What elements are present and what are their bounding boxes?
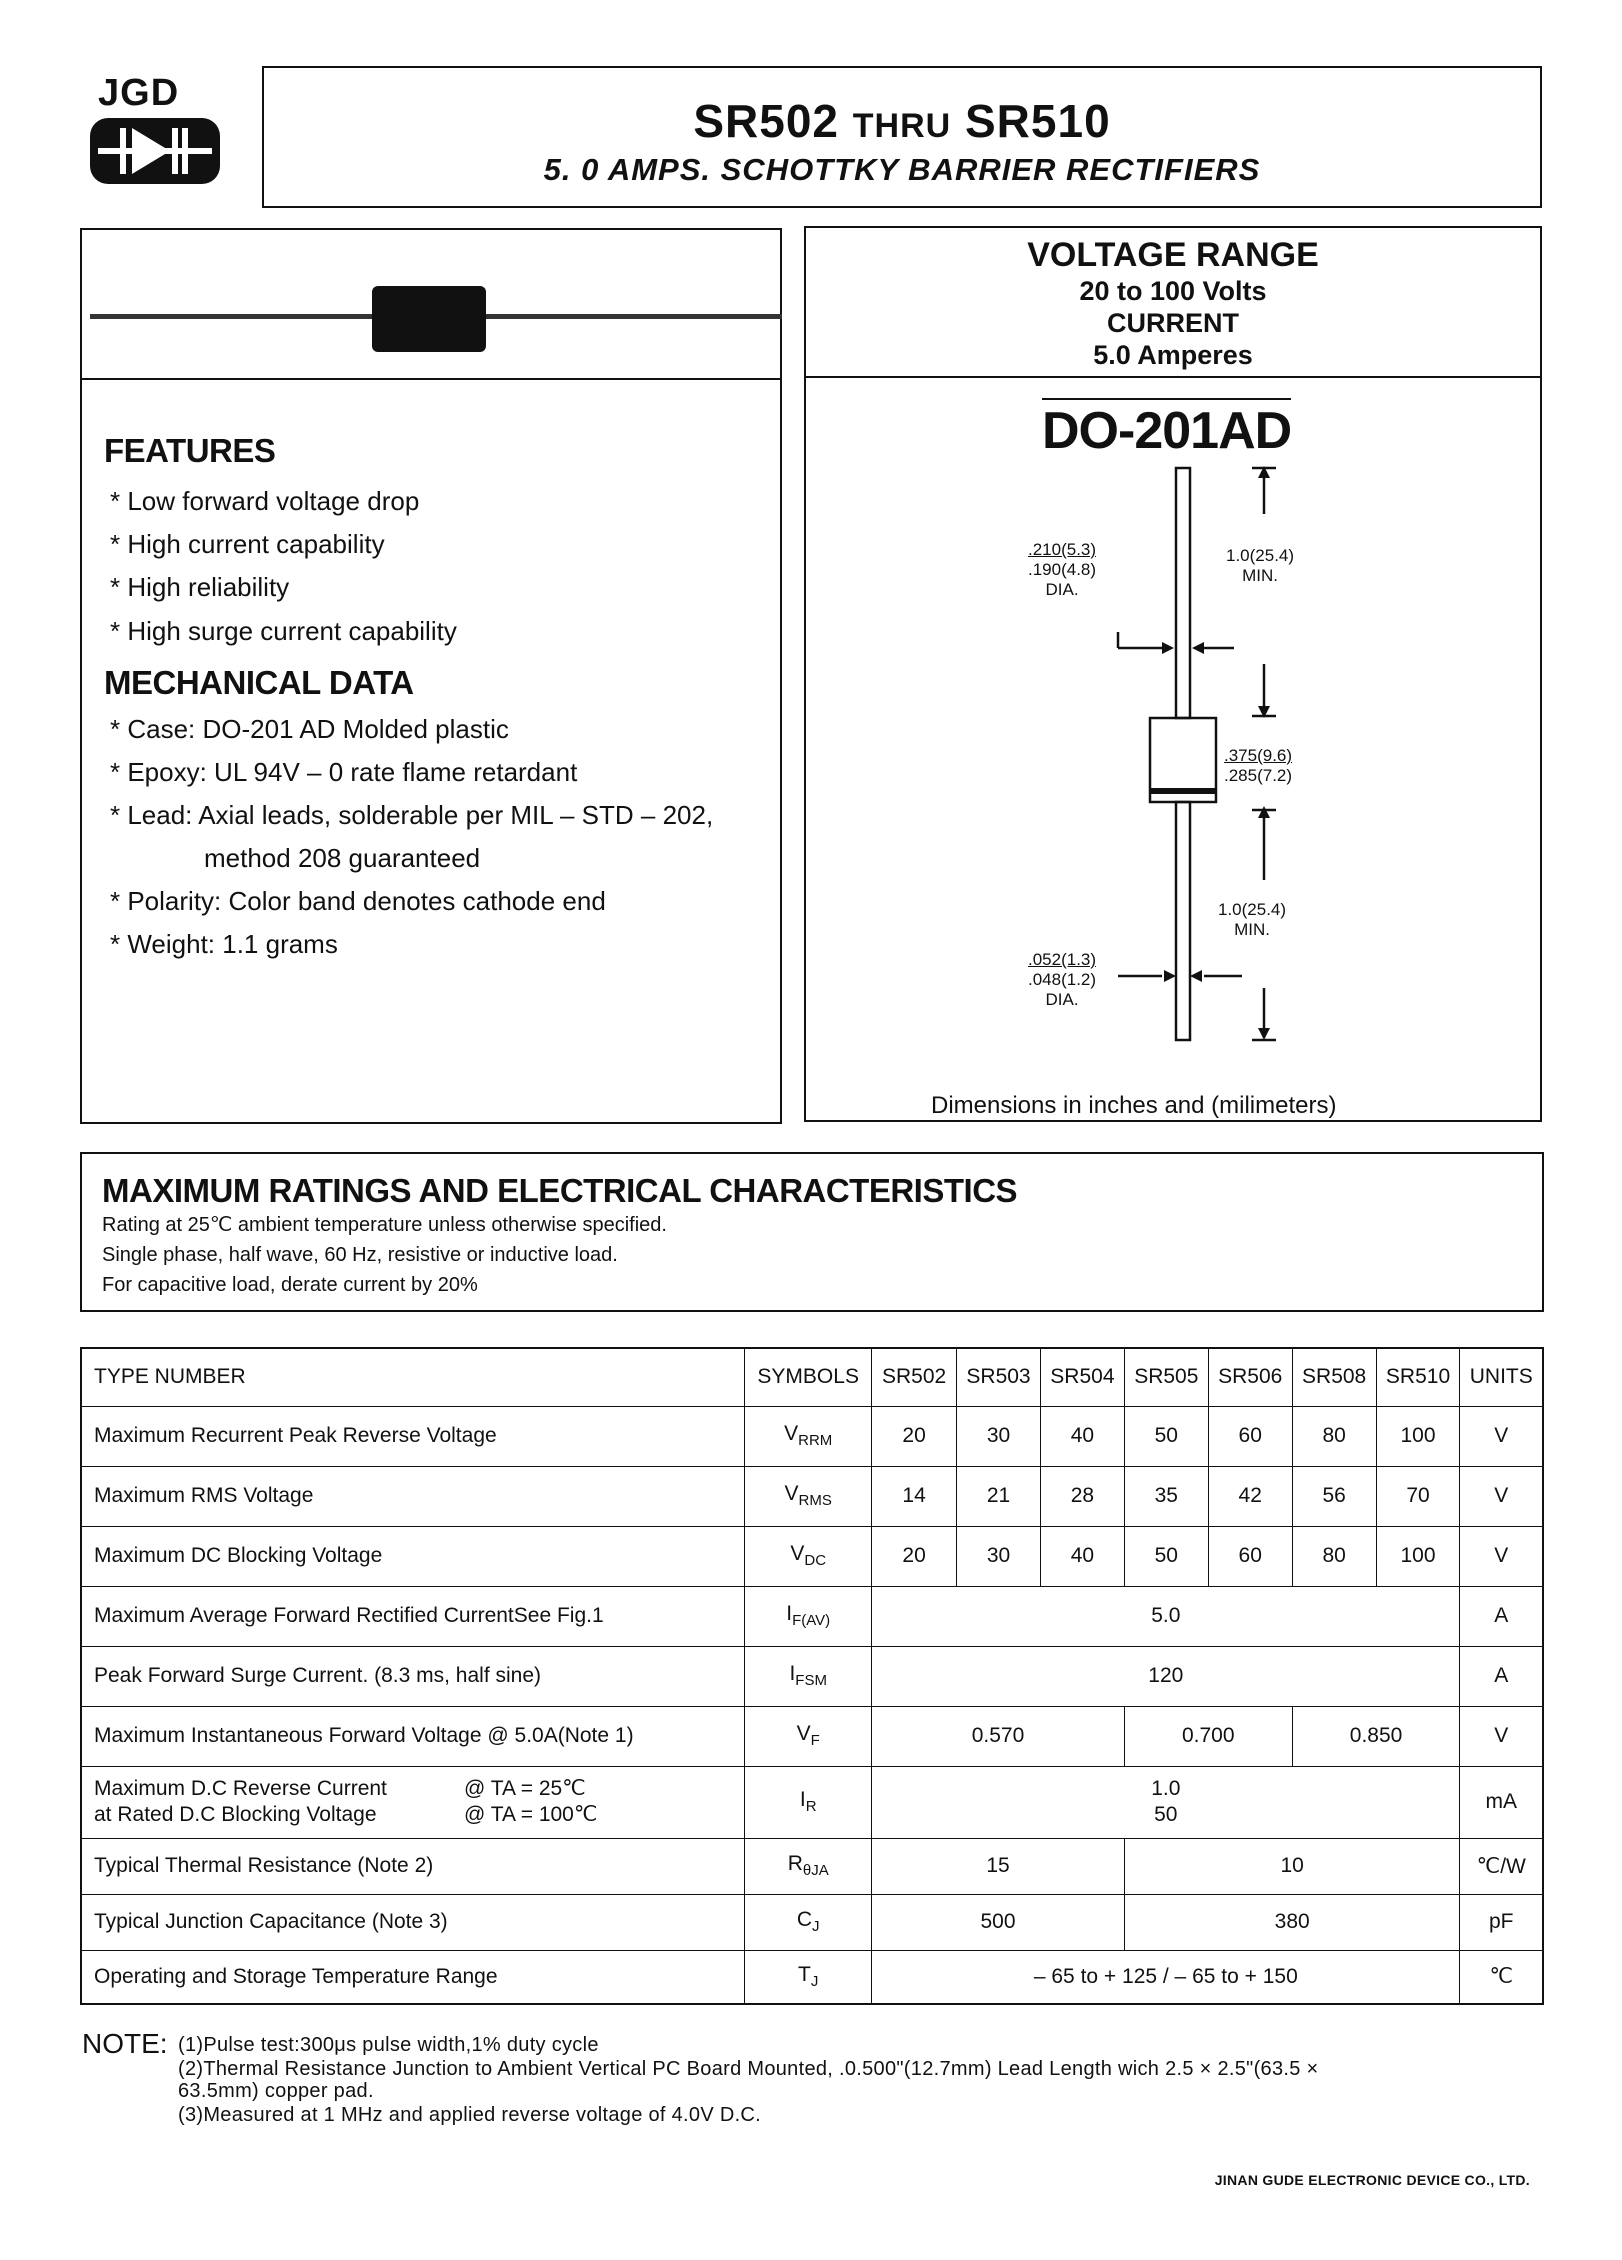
value-cell: 35: [1124, 1466, 1208, 1526]
condition: @ TA = 100℃: [464, 1803, 598, 1826]
param-cell: Maximum Recurrent Peak Reverse Voltage: [81, 1406, 745, 1466]
voltage-range-value: 20 to 100 Volts: [1079, 276, 1267, 306]
note-label: NOTE:: [82, 2028, 168, 2059]
symbol-cell: $I_{FSM}$: [745, 1646, 872, 1706]
value-cell: 50: [1124, 1526, 1208, 1586]
value-cell: 100: [1376, 1526, 1460, 1586]
part-header: SR503: [957, 1348, 1041, 1406]
mechanical-item: * Case: DO-201 AD Molded plastic: [110, 714, 509, 744]
lead-dia-min: .190(4.8): [1028, 560, 1097, 579]
param-cell: Maximum Average Forward Rectified CurrentSee Fig.1: [81, 1586, 745, 1646]
unit-cell: V: [1460, 1526, 1543, 1586]
symbol-cell: $T_J$: [745, 1950, 872, 2004]
unit-cell: A: [1460, 1586, 1543, 1646]
symbol-cell: $V_{RRM}$: [745, 1406, 872, 1466]
spec-table: [80, 1347, 1544, 2005]
note-line: (2)Thermal Resistance Junction to Ambient Vertical PC Board Mounted, .0.500"(12.7mm) Lead Length wich 2.5 × 2.5"(63.5 ×: [178, 2058, 1319, 2080]
part-header: SR505: [1124, 1348, 1208, 1406]
value-cell: 380: [1124, 1894, 1460, 1950]
dia-label: DIA.: [1045, 580, 1079, 599]
value-cell: 120: [872, 1646, 1460, 1706]
unit-cell: ℃: [1460, 1950, 1543, 2004]
voltage-range-title: VOLTAGE RANGE: [1027, 236, 1319, 274]
part-header: SR510: [1376, 1348, 1460, 1406]
table-row: [81, 1950, 1543, 2004]
unit-cell: V: [1460, 1406, 1543, 1466]
dimensions-note: Dimensions in inches and (milimeters): [931, 1092, 1337, 1119]
table-row: [81, 1466, 1543, 1526]
mechanical-item: * Epoxy: UL 94V – 0 rate flame retardant: [110, 757, 578, 787]
symbols-header: SYMBOLS: [745, 1348, 872, 1406]
unit-cell: A: [1460, 1646, 1543, 1706]
table-row: [81, 1894, 1543, 1950]
title-end: SR510: [965, 95, 1111, 147]
value-cell: 20: [872, 1406, 957, 1466]
unit-cell: V: [1460, 1706, 1543, 1766]
value-cell: 50: [1124, 1406, 1208, 1466]
param-cell: Operating and Storage Temperature Range: [81, 1950, 745, 2004]
wire-dia-max: .052(1.3): [1028, 950, 1097, 969]
part-range-title: [264, 94, 1540, 148]
logo-text: JGD: [98, 72, 180, 114]
param-cell: Typical Junction Capacitance (Note 3): [81, 1894, 745, 1950]
param-line: at Rated D.C Blocking Voltage: [94, 1803, 377, 1826]
symbol-cell: $I_{F(AV)}$: [745, 1586, 872, 1646]
title-thru: THRU: [852, 107, 952, 145]
value-cell: 42: [1208, 1466, 1292, 1526]
symbol-cell: $R_{\theta JA}$: [745, 1838, 872, 1894]
value-cell: 0.850: [1292, 1706, 1460, 1766]
value-cell: 100: [1376, 1406, 1460, 1466]
title-box: [262, 66, 1542, 208]
value-cell: [872, 1766, 1460, 1838]
feature-item: * High reliability: [110, 572, 290, 602]
param-cell: Peak Forward Surge Current. (8.3 ms, half sine): [81, 1646, 745, 1706]
value-cell: 0.700: [1124, 1706, 1292, 1766]
diode-image-area: [82, 230, 780, 380]
symbol-cell: $V_F$: [745, 1706, 872, 1766]
table-row: [81, 1586, 1543, 1646]
type-number-header: TYPE NUMBER: [81, 1348, 745, 1406]
feature-item: * Low forward voltage drop: [110, 486, 420, 516]
package-name: DO-201AD: [1042, 398, 1291, 462]
diode-logo-icon: [90, 116, 220, 186]
ratings-heading: MAXIMUM RATINGS AND ELECTRICAL CHARACTERISTICS: [102, 1172, 1018, 1209]
value-cell: 14: [872, 1466, 957, 1526]
mechanical-heading: MECHANICAL DATA: [104, 664, 414, 701]
value-cell: 500: [872, 1894, 1125, 1950]
unit-cell: mA: [1460, 1766, 1543, 1838]
table-header-row: [81, 1348, 1543, 1406]
table-row: [81, 1406, 1543, 1466]
value-cell: 30: [957, 1526, 1041, 1586]
value-cell: 21: [957, 1466, 1041, 1526]
feature-item: * High surge current capability: [110, 616, 457, 646]
features-heading: FEATURES: [104, 432, 276, 469]
unit-cell: V: [1460, 1466, 1543, 1526]
param-cell: Typical Thermal Resistance (Note 2): [81, 1838, 745, 1894]
wire-dia-dimension: [1028, 950, 1096, 1010]
package-panel: [804, 226, 1542, 1122]
param-cell: [81, 1766, 745, 1838]
features-panel: [80, 228, 782, 1124]
package-outline-drawing: [806, 228, 1540, 1120]
rating-note: For capacitive load, derate current by 20%: [102, 1274, 478, 1296]
value-cell: 60: [1208, 1526, 1292, 1586]
value-cell: 15: [872, 1838, 1125, 1894]
current-value: 5.0 Amperes: [1093, 340, 1253, 370]
unit-cell: ℃/W: [1460, 1838, 1543, 1894]
value-cell: 40: [1040, 1406, 1124, 1466]
symbol-cell: $I_R$: [745, 1766, 872, 1838]
title-start: SR502: [693, 95, 839, 147]
value-cell: 80: [1292, 1406, 1376, 1466]
part-header: SR502: [872, 1348, 957, 1406]
part-header: SR504: [1040, 1348, 1124, 1406]
wire-dia-min: .048(1.2): [1028, 970, 1097, 989]
table-row: [81, 1646, 1543, 1706]
mechanical-item: * Weight: 1.1 grams: [110, 929, 338, 959]
bottom-lead-length: 1.0(25.4): [1218, 900, 1287, 919]
lead-dia-dimension: [1028, 540, 1096, 600]
units-header: UNITS: [1460, 1348, 1543, 1406]
value-line: 1.0: [1151, 1777, 1181, 1800]
unit-cell: pF: [1460, 1894, 1543, 1950]
note-line: 63.5mm) copper pad.: [178, 2080, 374, 2102]
top-lead-length-dimension: [1226, 546, 1294, 586]
note-line: (3)Measured at 1 MHz and applied reverse voltage of 4.0V D.C.: [178, 2104, 762, 2126]
mechanical-item: * Polarity: Color band denotes cathode end: [110, 886, 606, 916]
subtitle: 5. 0 AMPS. SCHOTTKY BARRIER RECTIFIERS: [543, 152, 1261, 187]
value-cell: 20: [872, 1526, 957, 1586]
value-cell: 5.0: [872, 1586, 1460, 1646]
min-label: MIN.: [1234, 920, 1270, 939]
value-cell: 30: [957, 1406, 1041, 1466]
symbol-cell: $V_{RMS}$: [745, 1466, 872, 1526]
param-cell: Maximum DC Blocking Voltage: [81, 1526, 745, 1586]
rating-note: Single phase, half wave, 60 Hz, resistive or inductive load.: [102, 1244, 618, 1266]
ratings-box: [80, 1152, 1544, 1312]
lead-dia-max: .210(5.3): [1028, 540, 1097, 559]
param-cell: Maximum RMS Voltage: [81, 1466, 745, 1526]
part-header: SR508: [1292, 1348, 1376, 1406]
company-logo: [88, 72, 228, 192]
table-row: [81, 1706, 1543, 1766]
part-header: SR506: [1208, 1348, 1292, 1406]
body-length-min: .285(7.2): [1224, 766, 1293, 785]
note-line: (1)Pulse test:300μs pulse width,1% duty cycle: [178, 2034, 599, 2056]
body-length-max: .375(9.6): [1224, 746, 1293, 765]
value-cell: 28: [1040, 1466, 1124, 1526]
condition: @ TA = 25℃: [464, 1777, 586, 1800]
param-line: Maximum D.C Reverse Current: [94, 1777, 387, 1800]
table-row: [81, 1526, 1543, 1586]
body-length-dimension: [1224, 746, 1292, 786]
min-label: MIN.: [1242, 566, 1278, 585]
axial-diode-image: [82, 230, 782, 380]
company-footer: JINAN GUDE ELECTRONIC DEVICE CO., LTD.: [1214, 2172, 1530, 2188]
value-cell: 60: [1208, 1406, 1292, 1466]
value-cell: 70: [1376, 1466, 1460, 1526]
value-line: 50: [1154, 1803, 1178, 1826]
current-label: CURRENT: [1107, 308, 1239, 338]
value-cell: – 65 to + 125 / – 65 to + 150: [872, 1950, 1460, 2004]
top-lead-length: 1.0(25.4): [1226, 546, 1295, 565]
symbol-cell: $V_{DC}$: [745, 1526, 872, 1586]
table-row: [81, 1838, 1543, 1894]
symbol-cell: $C_J$: [745, 1894, 872, 1950]
mechanical-item: * Lead: Axial leads, solderable per MIL – STD – 202,: [110, 800, 714, 830]
bottom-lead-length-dimension: [1218, 900, 1286, 940]
table-row: [81, 1766, 1543, 1838]
value-cell: 56: [1292, 1466, 1376, 1526]
param-cell: Maximum Instantaneous Forward Voltage @ 5.0A(Note 1): [81, 1706, 745, 1766]
rating-note: Rating at 25℃ ambient temperature unless otherwise specified.: [102, 1214, 667, 1236]
mechanical-item: method 208 guaranteed: [204, 843, 481, 873]
value-cell: 40: [1040, 1526, 1124, 1586]
value-cell: 10: [1124, 1838, 1460, 1894]
value-cell: 80: [1292, 1526, 1376, 1586]
value-cell: 0.570: [872, 1706, 1125, 1766]
feature-item: * High current capability: [110, 529, 385, 559]
dia-label: DIA.: [1045, 990, 1079, 1009]
